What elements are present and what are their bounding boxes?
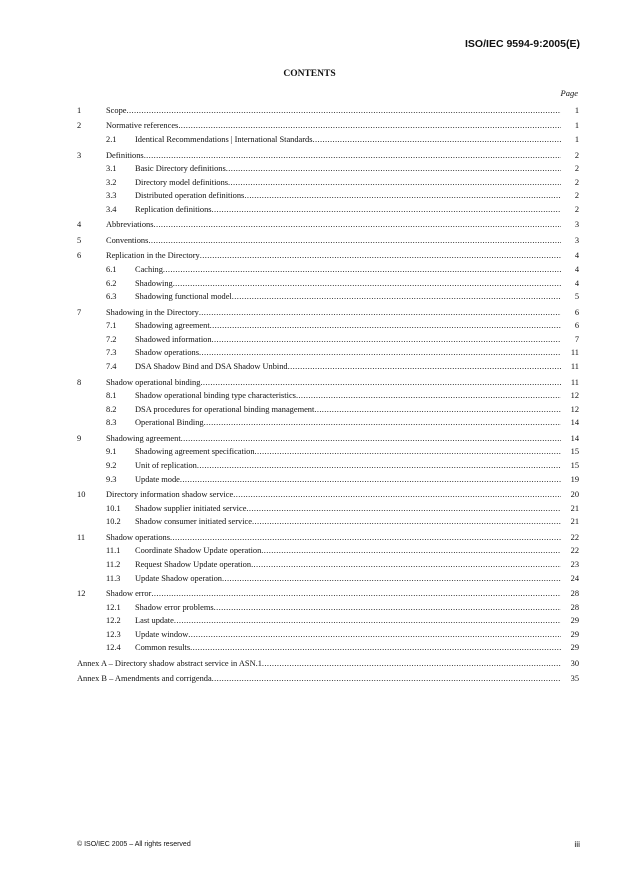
toc-entry-number: 6.1 xyxy=(106,264,117,274)
toc-entry-title: Replication in the Directory ..... xyxy=(106,249,561,263)
toc-entry[interactable] xyxy=(77,376,579,390)
toc-entry[interactable] xyxy=(77,104,579,118)
toc-entry-number: 7.2 xyxy=(106,334,117,344)
toc-entry-page: 11 xyxy=(570,377,579,387)
toc-entry[interactable] xyxy=(77,346,579,360)
toc-entry[interactable] xyxy=(77,601,579,615)
toc-entry[interactable] xyxy=(77,389,579,403)
toc-entry-page: 3 xyxy=(574,235,579,245)
toc-entry-title: Directory information shadow service ..... xyxy=(106,488,561,502)
toc-entry[interactable] xyxy=(77,263,579,277)
toc-entry-title: Shadowing agreement ..... xyxy=(106,432,561,446)
toc-entry-number: 9.2 xyxy=(106,460,117,470)
toc-entry-number: 8.3 xyxy=(106,418,117,428)
toc-entry-number: 11.3 xyxy=(106,573,121,583)
toc-entry[interactable] xyxy=(77,249,579,263)
toc-entry[interactable] xyxy=(77,531,579,545)
toc-entry-page: 15 xyxy=(570,460,579,470)
toc-entry-title: Common results ..... xyxy=(135,641,561,655)
toc-entry-number: 11 xyxy=(77,532,86,542)
toc-entry-number: 2 xyxy=(77,121,82,131)
toc-entry-page: 2 xyxy=(574,177,579,187)
toc-entry-title: Conventions ..... xyxy=(106,234,561,248)
page-column-label: Page xyxy=(560,88,578,98)
toc-entry-page: 12 xyxy=(570,404,579,414)
toc-entry[interactable] xyxy=(77,672,579,686)
toc-entry-number: 6.3 xyxy=(106,292,117,302)
toc-entry-number: 7.4 xyxy=(106,362,117,372)
toc-entry-title: Unit of replication ..... xyxy=(135,459,561,473)
toc-entry-number: 12.1 xyxy=(106,602,121,612)
toc-entry-page: 6 xyxy=(574,307,579,317)
toc-entry-page: 3 xyxy=(574,220,579,230)
toc-entry-page: 29 xyxy=(570,629,579,639)
toc-entry-title: Operational Binding ..... xyxy=(135,416,561,430)
toc-entry-page: 22 xyxy=(570,546,579,556)
toc-entry-number: 3.2 xyxy=(106,177,117,187)
toc-entry[interactable] xyxy=(77,515,579,529)
toc-entry[interactable] xyxy=(77,218,579,232)
toc-entry-page: 24 xyxy=(570,573,579,583)
toc-entry-page: 2 xyxy=(574,204,579,214)
toc-entry-title: Shadowing in the Directory ..... xyxy=(106,306,561,320)
toc-entry-title: Shadowing ..... xyxy=(135,277,561,291)
toc-entry-title: Shadowing agreement specification ..... xyxy=(135,445,561,459)
toc-entry-page: 4 xyxy=(574,278,579,288)
toc-entry[interactable] xyxy=(77,277,579,291)
page-number-footer: iii xyxy=(574,839,580,849)
toc-entry-page: 30 xyxy=(570,658,579,668)
toc-entry[interactable] xyxy=(77,502,579,516)
toc-entry-number: 9 xyxy=(77,433,82,443)
toc-entry-title: Request Shadow Update operation ..... xyxy=(135,558,561,572)
toc-entry-number: 3 xyxy=(77,150,82,160)
toc-entry[interactable] xyxy=(77,176,579,190)
toc-entry[interactable] xyxy=(77,360,579,374)
toc-entry[interactable] xyxy=(77,189,579,203)
toc-entry-page: 28 xyxy=(570,588,579,598)
toc-entry-title: Shadow operational binding type characteristics ..... xyxy=(135,389,561,403)
toc-entry-title: Annex B – Amendments and corrigenda ..... xyxy=(77,672,561,686)
toc-entry[interactable] xyxy=(77,203,579,217)
toc-entry[interactable] xyxy=(77,459,579,473)
toc-entry[interactable] xyxy=(77,416,579,430)
toc-entry-title: Identical Recommendations | International Standards ..... xyxy=(135,133,561,147)
toc-entry-title: Abbreviations ..... xyxy=(106,218,561,232)
toc-entry-page: 15 xyxy=(570,447,579,457)
toc-entry-number: 12.2 xyxy=(106,616,121,626)
toc-entry-number: 8 xyxy=(77,377,82,387)
toc-entry[interactable] xyxy=(77,641,579,655)
toc-entry-number: 12.3 xyxy=(106,629,121,639)
toc-entry-title: Shadow error ..... xyxy=(106,587,561,601)
toc-entry-page: 6 xyxy=(574,321,579,331)
toc-entry-number: 9.3 xyxy=(106,474,117,484)
toc-entry-page: 28 xyxy=(570,602,579,612)
toc-entry-title: Caching ..... xyxy=(135,263,561,277)
toc-entry-page: 4 xyxy=(574,251,579,261)
toc-entry-number: 8.2 xyxy=(106,404,117,414)
toc-entry-title: Distributed operation definitions ..... xyxy=(135,189,561,203)
toc-entry-number: 10.2 xyxy=(106,517,121,527)
toc-entry-page: 1 xyxy=(574,135,579,145)
toc-entry-number: 11.1 xyxy=(106,546,121,556)
toc-entry-page: 20 xyxy=(570,490,579,500)
toc-entry-number: 4 xyxy=(77,220,82,230)
toc-entry-number: 6 xyxy=(77,251,82,261)
toc-entry[interactable] xyxy=(77,445,579,459)
toc-entry[interactable] xyxy=(77,290,579,304)
toc-entry-title: Coordinate Shadow Update operation ..... xyxy=(135,544,561,558)
toc-entry-page: 2 xyxy=(574,164,579,174)
toc-entry-number: 7 xyxy=(77,307,82,317)
toc-entry-title: Annex A – Directory shadow abstract service in ASN.1 ..... xyxy=(77,657,561,671)
toc-entry-page: 7 xyxy=(574,334,579,344)
toc-entry-title: Shadowed information ..... xyxy=(135,333,561,347)
toc-entry[interactable] xyxy=(77,544,579,558)
toc-entry[interactable] xyxy=(77,473,579,487)
toc-entry-title: Update Shadow operation ..... xyxy=(135,572,561,586)
toc-entry[interactable] xyxy=(77,234,579,248)
toc-entry[interactable] xyxy=(77,133,579,147)
toc-entry-page: 19 xyxy=(570,474,579,484)
toc-entry-number: 3.4 xyxy=(106,204,117,214)
toc-entry-number: 3.3 xyxy=(106,191,117,201)
toc-entry-page: 35 xyxy=(570,674,579,684)
toc-entry[interactable] xyxy=(77,319,579,333)
toc-entry-title: DSA procedures for operational binding management ..... xyxy=(135,403,561,417)
toc-entry-number: 7.1 xyxy=(106,321,117,331)
toc-entry-number: 6.2 xyxy=(106,278,117,288)
toc-entry[interactable] xyxy=(77,488,579,502)
toc-entry-page: 1 xyxy=(574,121,579,131)
toc-entry-title: Definitions ..... xyxy=(106,149,561,163)
toc-entry-number: 10 xyxy=(77,490,86,500)
toc-entry[interactable] xyxy=(77,432,579,446)
toc-entry-page: 5 xyxy=(574,292,579,302)
toc-entry-page: 11 xyxy=(570,348,579,358)
toc-entry-title: Directory model definitions ..... xyxy=(135,176,561,190)
toc-entry-title: Shadow operations ..... xyxy=(106,531,561,545)
toc-entry-number: 12 xyxy=(77,588,86,598)
toc-entry-title: Shadow operations ..... xyxy=(135,346,561,360)
toc-entry[interactable] xyxy=(77,628,579,642)
toc-entry-title: Basic Directory definitions ..... xyxy=(135,162,561,176)
toc-entry-title: Update mode ..... xyxy=(135,473,561,487)
toc-entry-number: 12.4 xyxy=(106,643,121,653)
toc-entry-title: Shadow operational binding ..... xyxy=(106,376,561,390)
toc-entry[interactable] xyxy=(77,119,579,133)
toc-entry[interactable] xyxy=(77,403,579,417)
toc-entry-title: Shadow supplier initiated service ..... xyxy=(135,502,561,516)
toc-entry-title: Shadow error problems ..... xyxy=(135,601,561,615)
toc-entry-number: 3.1 xyxy=(106,164,117,174)
toc-entry-page: 2 xyxy=(574,150,579,160)
toc-entry-number: 2.1 xyxy=(106,135,117,145)
toc-entry-page: 21 xyxy=(570,517,579,527)
toc-entry-page: 12 xyxy=(570,391,579,401)
toc-entry[interactable] xyxy=(77,149,579,163)
toc-entry-page: 1 xyxy=(574,106,579,115)
toc-entry[interactable] xyxy=(77,657,579,671)
toc-entry-title: Shadowing functional model ..... xyxy=(135,290,561,304)
toc-entry[interactable] xyxy=(77,614,579,628)
toc-entry-page: 11 xyxy=(570,362,579,372)
toc-entry-number: 7.3 xyxy=(106,348,117,358)
toc-entry-page: 14 xyxy=(570,433,579,443)
toc-entry[interactable] xyxy=(77,587,579,601)
toc-entry-page: 22 xyxy=(570,532,579,542)
toc-entry-title: Scope ..... xyxy=(106,104,561,118)
toc-entry-page: 4 xyxy=(574,264,579,274)
toc-entry-page: 2 xyxy=(574,191,579,201)
toc-entry-page: 23 xyxy=(570,559,579,569)
toc-entry-page: 29 xyxy=(570,616,579,626)
toc-entry-page: 14 xyxy=(570,418,579,428)
toc-entry[interactable] xyxy=(77,162,579,176)
toc-entry-title: Update window ..... xyxy=(135,628,561,642)
toc-entry-title: Last update ..... xyxy=(135,614,561,628)
toc-entry-title: Normative references ..... xyxy=(106,119,561,133)
toc-entry-page: 21 xyxy=(570,503,579,513)
toc-entry-number: 5 xyxy=(77,235,82,245)
toc-entry[interactable] xyxy=(77,572,579,586)
copyright-footer: © ISO/IEC 2005 – All rights reserved xyxy=(77,841,191,848)
document-id-header: ISO/IEC 9594-9:2005(E) xyxy=(465,38,580,50)
toc-entry[interactable] xyxy=(77,306,579,320)
toc-entry-number: 11.2 xyxy=(106,559,121,569)
toc-entry-page: 29 xyxy=(570,643,579,653)
table-of-contents xyxy=(77,104,579,686)
toc-entry-number: 8.1 xyxy=(106,391,117,401)
toc-entry-title: Replication definitions ..... xyxy=(135,203,561,217)
toc-entry-number: 10.1 xyxy=(106,503,121,513)
toc-entry-title: DSA Shadow Bind and DSA Shadow Unbind ..... xyxy=(135,360,561,374)
toc-entry-title: Shadowing agreement ..... xyxy=(135,319,561,333)
contents-title: CONTENTS xyxy=(283,69,336,79)
toc-entry-number: 1 xyxy=(77,106,82,115)
toc-entry-title: Shadow consumer initiated service ..... xyxy=(135,515,561,529)
toc-entry-number: 9.1 xyxy=(106,447,117,457)
toc-entry[interactable] xyxy=(77,333,579,347)
toc-entry[interactable] xyxy=(77,558,579,572)
